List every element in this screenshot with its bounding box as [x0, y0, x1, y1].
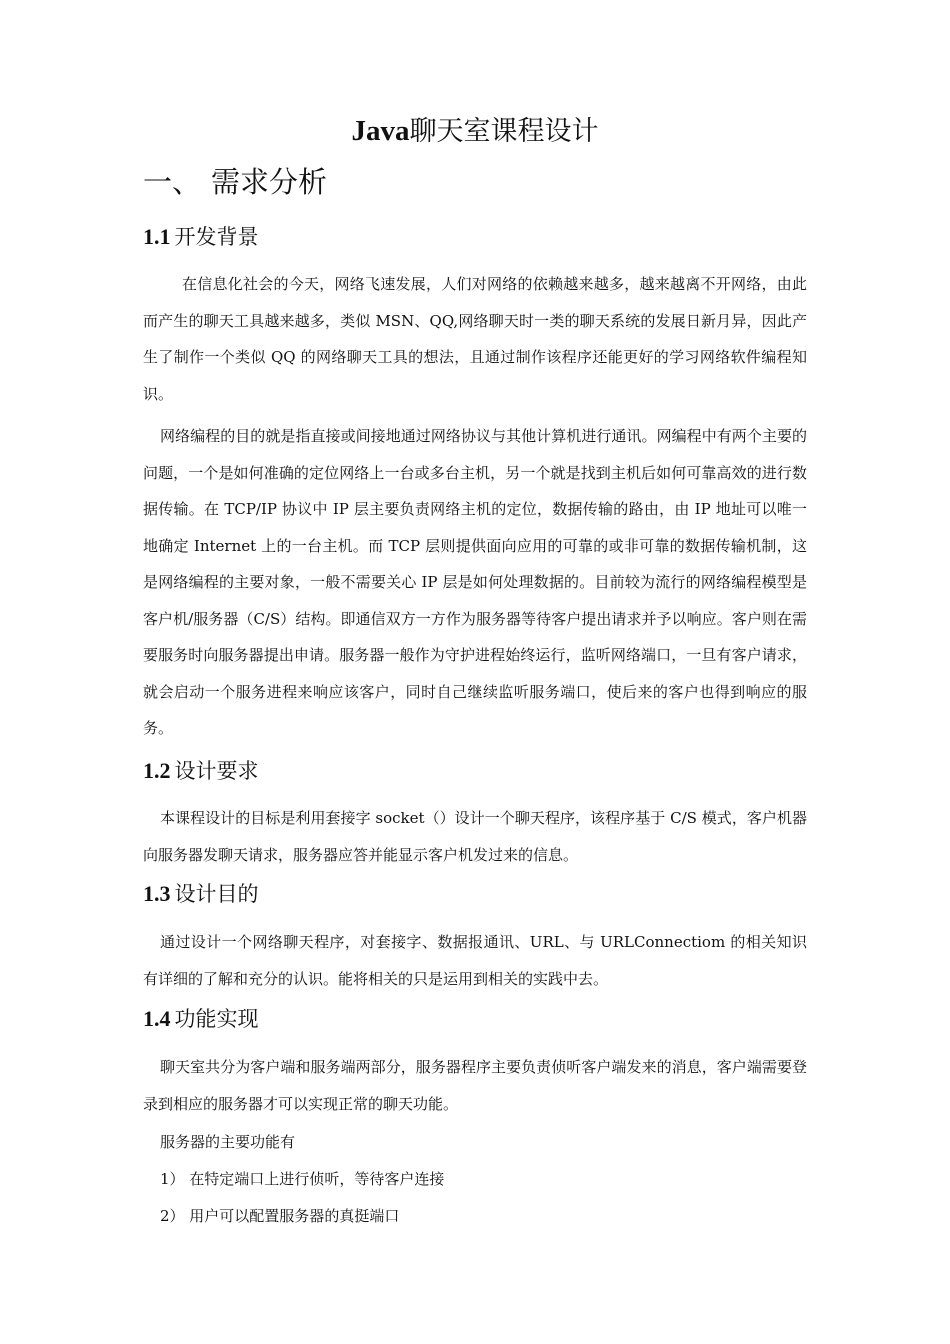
- subsection-number: 1.2: [143, 758, 171, 783]
- title-latin: Java: [351, 115, 410, 147]
- subsection-number: 1.4: [143, 1006, 171, 1031]
- title-rest: 聊天室课程设计: [409, 116, 599, 147]
- section-title: 需求分析: [211, 165, 328, 199]
- subsection-title: 设计目的: [174, 882, 259, 906]
- paragraph-requirements: 本课程设计的目标是利用套接字 socket（）设计一个聊天程序，该程序基于 C/S 模式，客户机器向服务器发聊天请求，服务器应答并能显示客户机发过来的信息。: [143, 809, 807, 864]
- subsection-number: 1.1: [143, 224, 171, 249]
- section-heading-1: [143, 162, 327, 202]
- subsection-heading-1-4: [143, 1004, 259, 1034]
- section-number: 一、: [143, 165, 202, 199]
- subsection-heading-1-1: [143, 222, 259, 252]
- server-functions-label: 服务器的主要功能有: [160, 1133, 296, 1151]
- subsection-number: 1.3: [143, 881, 171, 906]
- subsection-heading-1-2: [143, 756, 259, 786]
- paragraph-functions: 聊天室共分为客户端和服务端两部分，服务器程序主要负责侦听客户端发来的消息，客户端需要登录到相应的服务器才可以实现正常的聊天功能。: [143, 1058, 807, 1113]
- subsection-title: 设计要求: [174, 759, 259, 783]
- list-item-2: 2） 用户可以配置服务器的真挺端口: [160, 1207, 400, 1225]
- paragraph-purpose: 通过设计一个网络聊天程序，对套接字、数据报通讯、URL、与 URLConnectiom 的相关知识有详细的了解和充分的认识。能将相关的只是运用到相关的实践中去。: [143, 933, 807, 988]
- list-item-1: 1） 在特定端口上进行侦听，等待客户连接: [160, 1170, 445, 1188]
- paragraph-background-1: 在信息化社会的今天，网络飞速发展，人们对网络的依赖越来越多，越来越离不开网络，由此而产生的聊天工具越来越多，类似 MSN、QQ,网络聊天时一类的聊天系统的发展日新月异，因此产生了制作一个类似 QQ 的网络聊天工具的想法，且通过制作该程序还能更好的学习网络软件编程知识。: [143, 275, 807, 403]
- subsection-title: 开发背景: [174, 225, 259, 249]
- subsection-heading-1-3: [143, 879, 259, 909]
- subsection-title: 功能实现: [174, 1007, 259, 1031]
- paragraph-background-2: 网络编程的目的就是指直接或间接地通过网络协议与其他计算机进行通讯。网编程中有两个主要的问题，一个是如何准确的定位网络上一台或多台主机，另一个就是找到主机后如何可靠高效的进行数据传输。在 TCP/IP 协议中 IP 层主要负责网络主机的定位，数据传输的路由，由 IP 地址可以唯一地确定 Internet 上的一台主机。而 TCP 层则提供面向应用的可靠的或非可靠的数据传输机制，这是网络编程的主要对象，一般不需要关心 IP 层是如何处理数据的。目前较为流行的网络编程模型是客户机/服务器（C/S）结构。即通信双方一方作为服务器等待客户提出请求并予以响应。客户则在需要服务时向服务器提出申请。服务器一般作为守护进程始终运行，监听网络端口，一旦有客户请求，就会启动一个服务进程来响应该客户，同时自己继续监听服务端口，使后来的客户也得到响应的服务。: [143, 427, 807, 737]
- document-title: [0, 111, 950, 152]
